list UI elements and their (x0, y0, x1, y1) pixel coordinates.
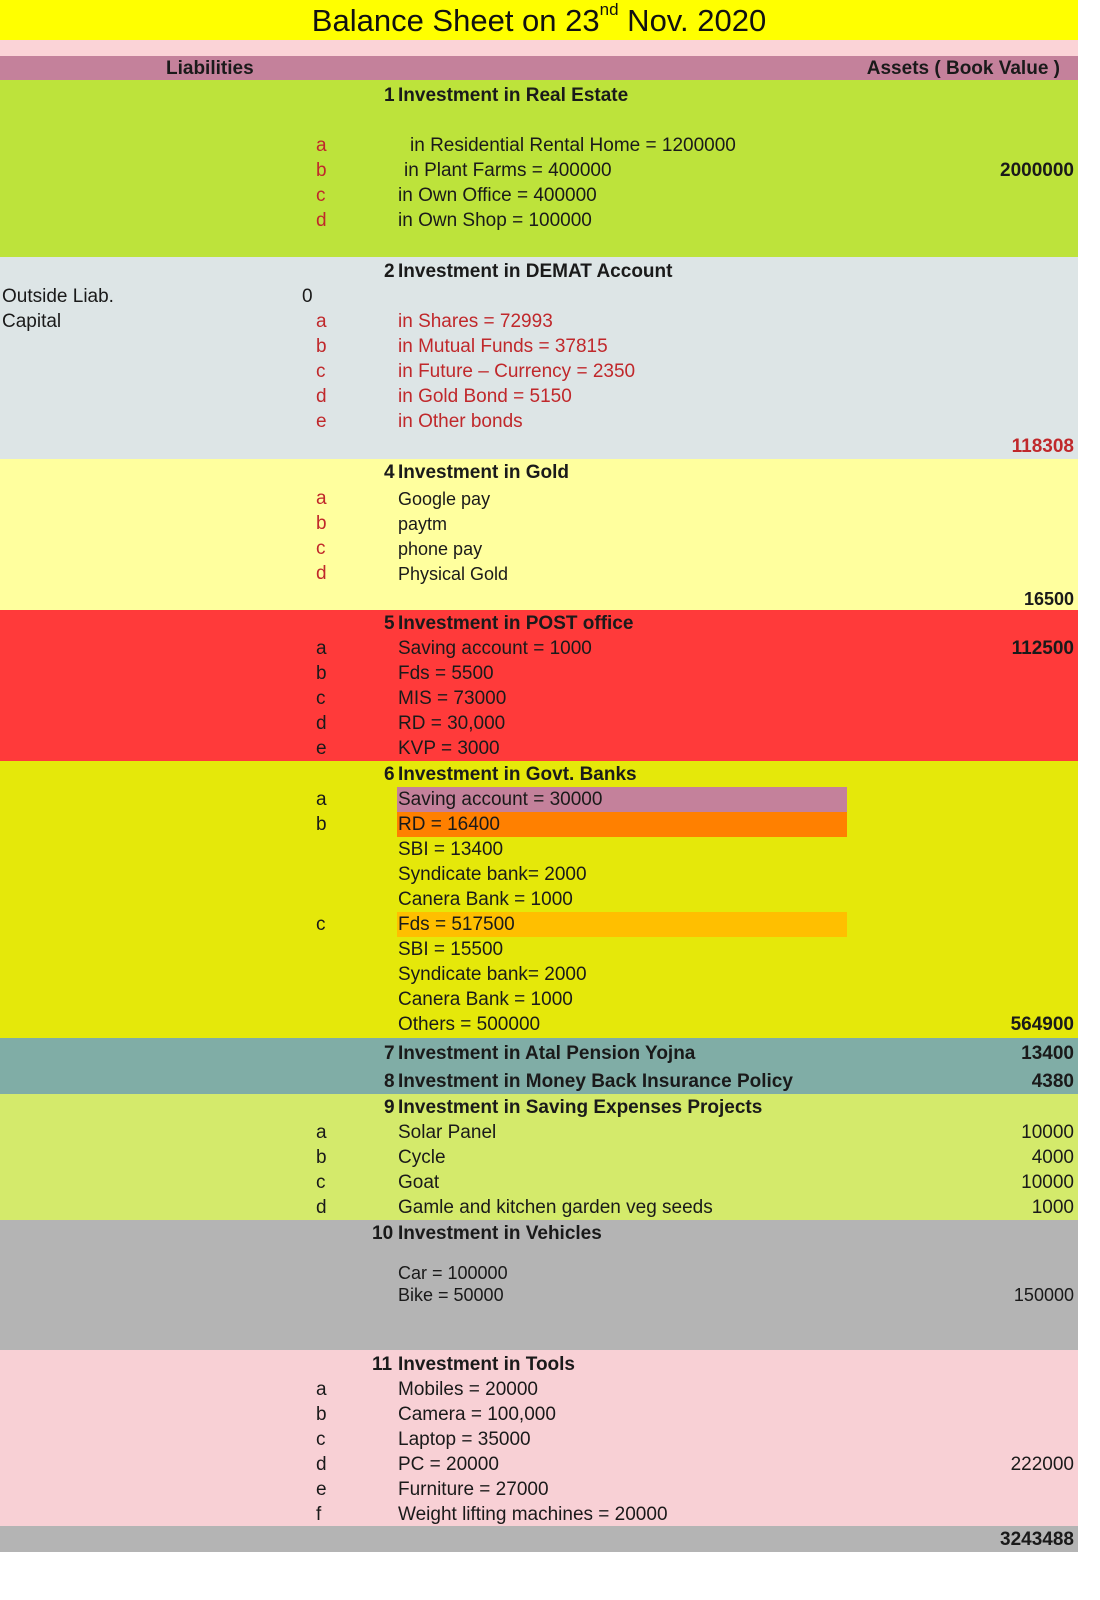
grand-total-row (0, 1526, 1078, 1552)
item-value: 10000 (1021, 1122, 1074, 1143)
item-text: Car = 100000 (398, 1263, 508, 1283)
section-gold (0, 459, 1078, 610)
item-letter: d (316, 1197, 327, 1218)
section-total: 564900 (1010, 1014, 1074, 1035)
item-letter: c (316, 688, 326, 709)
section-heading: Investment in DEMAT Account (398, 261, 673, 282)
grand-total: 3243488 (1000, 1529, 1074, 1550)
section-heading: Investment in Vehicles (398, 1223, 602, 1244)
item-letter: e (316, 738, 327, 759)
section-number: 8 (384, 1071, 395, 1092)
item-letter: a (316, 789, 327, 810)
item-text: in Own Office = 400000 (398, 185, 597, 206)
item-letter: b (316, 663, 327, 684)
item-text: in Shares = 72993 (398, 311, 553, 332)
section-real-estate (0, 80, 1078, 257)
item-text: Saving account = 30000 (398, 789, 603, 810)
section-total: 112500 (1011, 638, 1074, 659)
outside-liab-value: 0 (302, 286, 313, 307)
section-tools (0, 1350, 1078, 1526)
item-text: Solar Panel (398, 1122, 497, 1143)
item-text: in Plant Farms = 400000 (404, 160, 612, 181)
section-total: 13400 (1021, 1043, 1074, 1064)
section-heading: Investment in Gold (398, 462, 570, 483)
item-text: in Gold Bond = 5150 (398, 386, 572, 407)
page-title: Balance Sheet on 23nd Nov. 2020 (0, 0, 1078, 40)
item-letter: a (316, 638, 327, 659)
item-text: Syndicate bank= 2000 (398, 964, 587, 985)
item-text: Goat (398, 1172, 440, 1193)
item-text: MIS = 73000 (398, 688, 507, 709)
section-total: 118308 (1011, 436, 1074, 457)
item-text: Camera = 100,000 (398, 1404, 556, 1425)
item-text: paytm (398, 514, 448, 534)
item-text: in Residential Rental Home = 1200000 (410, 135, 736, 156)
item-text: Weight lifting machines = 20000 (398, 1504, 668, 1525)
item-letter: d (316, 563, 327, 584)
item-text: Furniture = 27000 (398, 1479, 549, 1500)
item-letter: d (316, 713, 327, 734)
item-text: Laptop = 35000 (398, 1429, 531, 1450)
item-letter: c (316, 1172, 326, 1193)
item-letter: d (316, 210, 327, 231)
item-text: PC = 20000 (398, 1454, 499, 1475)
item-text: phone pay (398, 539, 483, 559)
section-total: 2000000 (1000, 160, 1074, 181)
section-heading: Investment in Govt. Banks (398, 764, 637, 785)
section-govt-banks (0, 761, 1078, 1038)
section-saving-projects (0, 1094, 1078, 1220)
item-text: Others = 500000 (398, 1014, 541, 1035)
item-letter: f (316, 1504, 322, 1525)
item-text: Google pay (398, 489, 491, 509)
item-text: in Future – Currency = 2350 (398, 361, 636, 382)
item-value: 10000 (1021, 1172, 1074, 1193)
item-letter: c (316, 185, 326, 206)
section-total: 150000 (1013, 1285, 1074, 1305)
item-text: KVP = 3000 (398, 738, 500, 759)
section-heading: Investment in Money Back Insurance Policy (398, 1071, 793, 1092)
item-letter: c (316, 914, 326, 935)
item-letter: c (316, 538, 326, 559)
section-number: 1 (384, 85, 395, 106)
section-demat (0, 257, 1078, 459)
item-text: Saving account = 1000 (398, 638, 592, 659)
item-text: Canera Bank = 1000 (398, 989, 573, 1010)
section-number: 2 (384, 261, 395, 282)
item-letter: e (316, 1479, 327, 1500)
liabilities-header: Liabilities (166, 58, 254, 79)
section-number: 7 (384, 1043, 395, 1064)
section-total: 222000 (1010, 1454, 1074, 1475)
item-letter: d (316, 1454, 327, 1475)
item-text: Fds = 517500 (398, 914, 515, 935)
item-text: Fds = 5500 (398, 663, 494, 684)
item-letter: a (316, 1122, 327, 1143)
section-total: 16500 (1023, 589, 1074, 609)
section-heading: Investment in Real Estate (398, 85, 629, 106)
item-letter: b (316, 336, 327, 357)
section-pension-insurance (0, 1038, 1078, 1094)
section-number: 5 (384, 613, 395, 634)
section-total: 4380 (1031, 1071, 1074, 1092)
item-text: in Own Shop = 100000 (398, 210, 592, 231)
item-text: in Other bonds (398, 411, 523, 432)
title-spacer (0, 40, 1078, 56)
item-letter: b (316, 1404, 327, 1425)
section-post-office (0, 610, 1078, 761)
outside-liab-label: Outside Liab. (2, 286, 114, 307)
assets-header: Assets ( Book Value ) (866, 58, 1060, 79)
item-text: RD = 30,000 (398, 713, 506, 734)
item-letter: b (316, 513, 327, 534)
section-heading: Investment in Saving Expenses Projects (398, 1097, 763, 1118)
item-text: Gamle and kitchen garden veg seeds (398, 1197, 713, 1218)
item-text: Syndicate bank= 2000 (398, 864, 587, 885)
item-letter: e (316, 411, 327, 432)
item-letter: b (316, 1147, 327, 1168)
item-letter: a (316, 488, 327, 509)
section-number: 9 (384, 1097, 395, 1118)
section-number: 4 (384, 462, 395, 483)
item-letter: c (316, 1429, 326, 1450)
item-text: Mobiles = 20000 (398, 1379, 538, 1400)
item-letter: b (316, 814, 327, 835)
item-letter: a (316, 1379, 327, 1400)
item-letter: a (316, 311, 327, 332)
item-text: SBI = 15500 (398, 939, 504, 960)
item-letter: a (316, 135, 327, 156)
section-heading: Investment in Atal Pension Yojna (398, 1043, 696, 1064)
item-text: Canera Bank = 1000 (398, 889, 573, 910)
section-number: 6 (384, 764, 395, 785)
capital-label: Capital (2, 311, 62, 332)
section-number: 11 (372, 1354, 393, 1375)
item-value: 1000 (1031, 1197, 1074, 1218)
item-text: in Mutual Funds = 37815 (398, 336, 608, 357)
item-text: Cycle (398, 1147, 446, 1168)
item-text: Bike = 50000 (398, 1285, 504, 1305)
section-number: 10 (372, 1223, 394, 1244)
item-text: RD = 16400 (398, 814, 500, 835)
section-heading: Investment in Tools (398, 1354, 576, 1375)
section-heading: Investment in POST office (398, 613, 634, 634)
column-header-row (0, 56, 1078, 80)
item-text: SBI = 13400 (398, 839, 504, 860)
item-letter: d (316, 386, 327, 407)
section-vehicles (0, 1220, 1078, 1350)
item-letter: b (316, 160, 327, 181)
item-value: 4000 (1031, 1147, 1074, 1168)
item-letter: c (316, 361, 326, 382)
item-text: Physical Gold (398, 564, 509, 584)
